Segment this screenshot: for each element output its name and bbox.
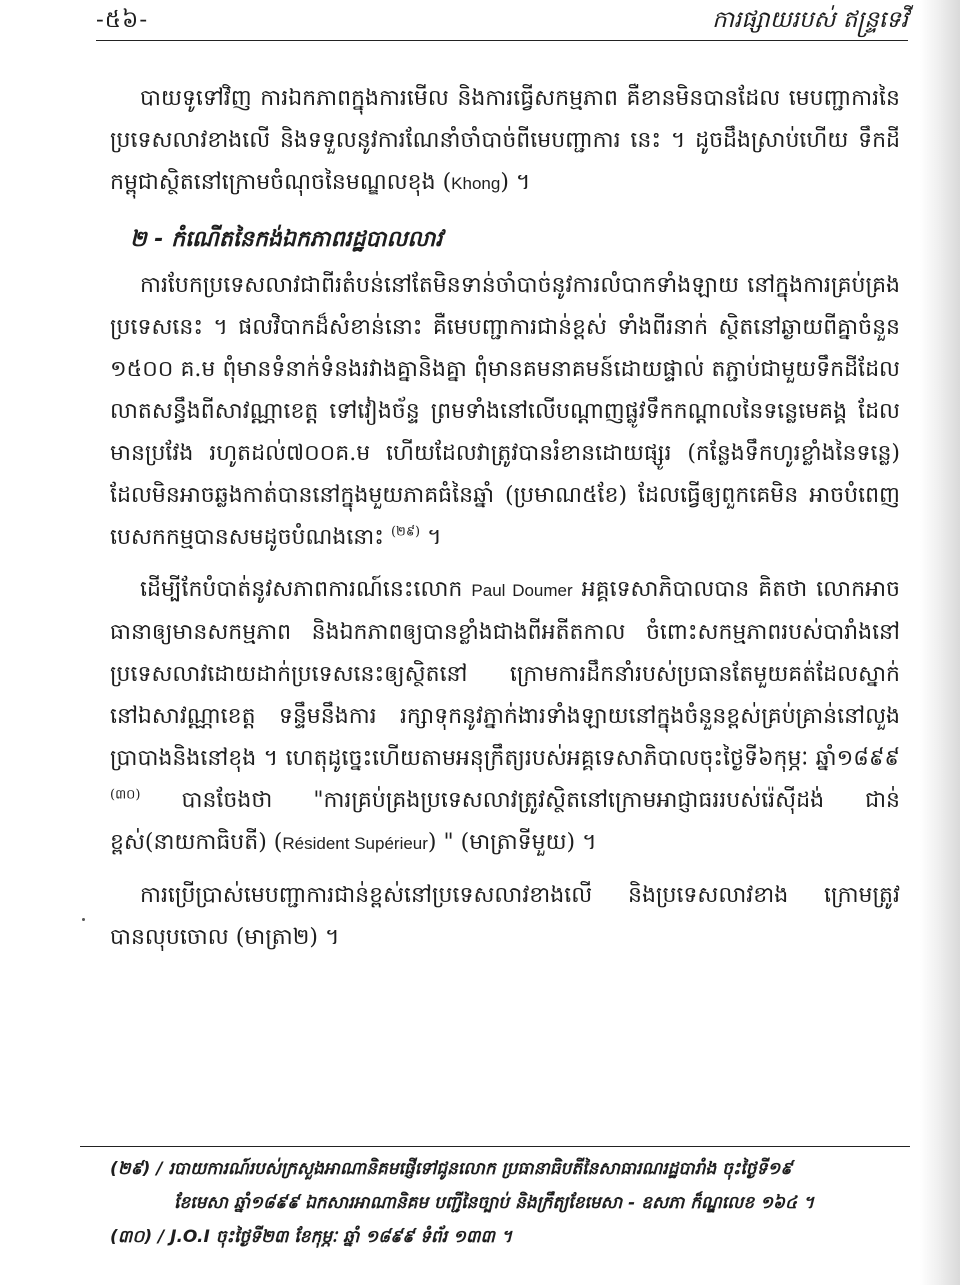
- running-title: ការផ្សាយរបស់ ឥន្ទ្រទេវី: [712, 7, 908, 33]
- paragraph-4-text: ការប្រើប្រាស់មេបញ្ជាការជាន់ខ្ពស់នៅប្រទេសលាវខាងលើ និងប្រទេសលាវខាង ក្រោមត្រូវបានលុបចោល (មាត្រា២) ។: [110, 883, 900, 950]
- footnotes: [110, 1152, 900, 1254]
- footnote-30: (៣០) / J.O.I ចុះថ្ងៃទី២៣ ខែកុម្ភៈ ឆ្នាំ ១៨៩៩ ទំព័រ ១៣៣ ។: [110, 1227, 513, 1247]
- page-header: [96, 4, 908, 38]
- footnote-ref-30: (៣០): [110, 787, 141, 803]
- paragraph-1-text: បាយទូទៅវិញ ការឯកភាពក្នុងការមើល និងការធ្វើសកម្មភាព គឺខានមិនបានដែល មេបញ្ជាការនៃប្រទេសលាវខាងលើ និងទទួលនូវការណែនាំចាំបាច់ពីមេបញ្ជាការ នេះ ។ ដូចដឹងស្រាប់ហើយ ទឹកដីកម្ពុជាស្ថិតនៅក្រោមចំណុចនៃមណ្ឌលខុង (: [110, 86, 900, 195]
- paul-doumer-name: Paul Doumer: [471, 581, 573, 600]
- section-heading: ២ - កំណើតនៃកង់ឯកភាពរដ្ឋបាលលាវ: [130, 227, 443, 252]
- footnote-ref-29: (២៩): [390, 524, 421, 540]
- paragraph-1: [110, 78, 900, 205]
- header-rule: [96, 40, 908, 41]
- paragraph-3: [110, 569, 900, 865]
- page-number: -៥៦-: [96, 7, 149, 33]
- main-text: [110, 78, 900, 969]
- paragraph-3-end: បានចែងថា "ការគ្រប់គ្រងប្រទេសលាវត្រូវស្ថិតនៅក្រោមអាជ្ញាធររបស់រ៉េស៊ីដង់ ជាន់ខ្ពស់(នាយកាធិបតី) (: [110, 788, 900, 855]
- footnote-29: (២៩) / របាយការណ៍របស់ក្រសួងអាណានិគមផ្ញើទៅជូនលោក ប្រធានាធិបតីនៃសាធារណរដ្ឋបារាំង ចុះថ្ងៃទី១៩: [110, 1159, 793, 1179]
- paragraph-2: [110, 265, 900, 559]
- paragraph-4: [110, 875, 900, 959]
- paragraph-3-start: ដើម្បីកែបំបាត់នូវសភាពការណ៍នេះលោក: [140, 577, 472, 602]
- paragraph-2-text: ការបែកប្រទេសលាវជាពីរតំបន់នៅតែមិនទាន់ចាំបាច់នូវការលំបាកទាំងឡាយ នៅក្នុងការគ្រប់គ្រងប្រទេសនេះ ។ ផលវិបាកដ៏សំខាន់នោះ គឺមេបញ្ជាការជាន់ខ្ពស់ ទាំងពីរនាក់ ស្ថិតនៅឆ្ងាយពីគ្នាចំនួន ១៥០០ គ.ម ពុំមានទំនាក់ទំនងរវាងគ្នានិងគ្នា ពុំមានគមនាគមន៍ដោយផ្ទាល់ តភ្ជាប់ជាមួយទឹកដីដែលលាតសន្ធឹងពីសាវណ្ណាខេត្ត ទៅវៀងច័ន្ទ ព្រមទាំងនៅលើបណ្តាញផ្លូវទឹកកណ្តាលនៃទន្លេមេគង្គ ដែលមានប្រវែង រហូតដល់៧០០គ.ម ហើយដែលវាត្រូវបានរំខានដោយផ្សូរ (កន្លែងទឹកហូរខ្លាំងនៃទន្លេ) ដែលមិនអាចឆ្លងកាត់បាននៅក្នុងមួយភាគធំនៃឆ្នាំ (ប្រមាណ៥ខែ) ដែលធ្វើឲ្យពួកគេមិន អាចបំពេញ បេសកកម្មបានសមដូចបំណងនោះ: [110, 273, 900, 550]
- paragraph-2-end: ។: [420, 525, 442, 550]
- resident-superieur-term: Résident Supérieur: [282, 834, 428, 853]
- footnote-rule: [80, 1146, 910, 1147]
- khong-term: Khong: [451, 174, 501, 193]
- paragraph-3-mid: អគ្គទេសាភិបាលបាន គិតថា លោកអាចធានាឲ្យមានសកម្មភាព និងឯកភាពឲ្យបានខ្លាំងជាងពីអតីតកាល ចំពោះសកម្មភាពរបស់បារាំងនៅប្រទេសលាវដោយដាក់ប្រទេសនេះឲ្យស្ថិតនៅ ក្រោមការដឹកនាំរបស់ប្រធានតែមួយគត់ដែលស្នាក់នៅឯសាវណ្ណាខេត្ត ទន្ទឹមនឹងការ រក្សាទុកនូវភ្នាក់ងារទាំងឡាយនៅក្នុងចំនួនខ្ពស់គ្រប់គ្រាន់នៅលួងប្រាបាងនិងនៅខុង ។ ហេតុដូច្នេះហើយតាមអនុក្រឹត្យរបស់អគ្គទេសាភិបាលចុះថ្ងៃទី៦កុម្ភៈ ឆ្នាំ១៨៩៩: [110, 577, 900, 771]
- footnote-29-continued: ខែមេសា ឆ្នាំ១៨៩៩ ឯកសារអាណានិគម បញ្ជីនៃច្បាប់ និងក្រឹត្យខែមេសា - ឧសភា ក៏ណ្ឌលេខ ១៦៤ ។: [174, 1193, 815, 1213]
- paragraph-3-end2: ) " (មាត្រាទីមួយ) ។: [427, 830, 597, 855]
- paragraph-1-end: ) ។: [500, 170, 531, 195]
- scan-speck: [82, 918, 85, 921]
